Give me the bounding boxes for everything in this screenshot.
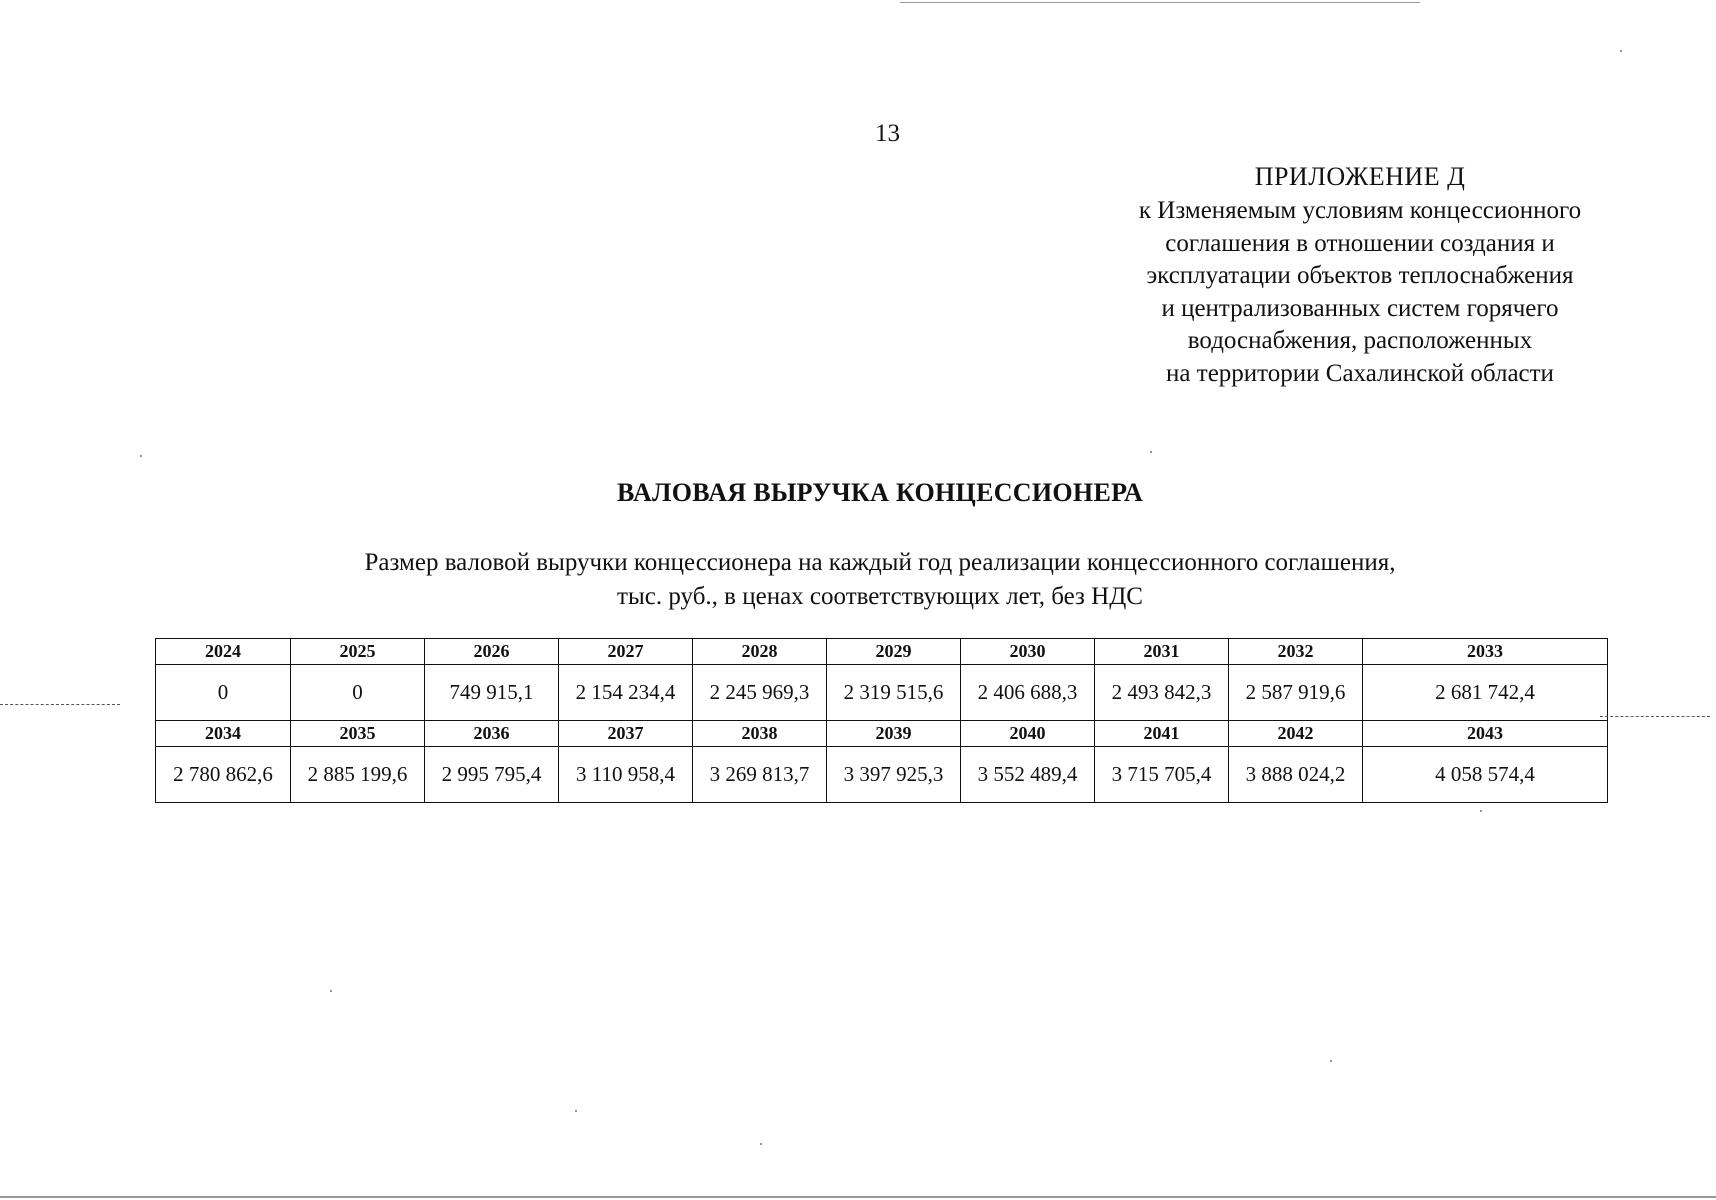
- scan-speck: [1620, 50, 1622, 52]
- year-cell: 2039: [827, 721, 961, 747]
- year-cell: 2040: [961, 721, 1095, 747]
- year-cell: 2025: [291, 639, 425, 665]
- year-cell: 2037: [559, 721, 693, 747]
- appendix-title: ПРИЛОЖЕНИЕ Д: [1254, 162, 1466, 191]
- year-cell: 2032: [1229, 639, 1363, 665]
- year-cell: 2027: [559, 639, 693, 665]
- scan-speck: [575, 1110, 577, 1112]
- scan-speck: [760, 1143, 762, 1145]
- year-cell: 2033: [1363, 639, 1608, 665]
- value-cell: 2 154 234,4: [559, 665, 693, 721]
- value-row: [156, 665, 1608, 721]
- year-cell: 2036: [425, 721, 559, 747]
- value-cell: 3 397 925,3: [827, 747, 961, 803]
- document-title: ВАЛОВАЯ ВЫРУЧКА КОНЦЕССИОНЕРА: [616, 478, 1144, 507]
- value-cell: 2 885 199,6: [291, 747, 425, 803]
- year-cell: 2030: [961, 639, 1095, 665]
- year-cell: 2041: [1095, 721, 1229, 747]
- year-header-row: [156, 721, 1608, 747]
- appendix-line: к Изменяемым условиям концессионного: [1138, 197, 1582, 224]
- value-row: [156, 747, 1608, 803]
- value-cell: 2 587 919,6: [1229, 665, 1363, 721]
- subtitle-line: Размер валовой выручки концессионера на каждый год реализации концессионного соглашения,: [364, 549, 1396, 576]
- year-cell: 2042: [1229, 721, 1363, 747]
- scan-speck: [1150, 451, 1152, 453]
- appendix-line: эксплуатации объектов теплоснабжения: [1146, 262, 1574, 289]
- value-cell: 749 915,1: [425, 665, 559, 721]
- year-header-row: [156, 639, 1608, 665]
- scan-speck: [1330, 1060, 1332, 1062]
- value-cell: 2 245 969,3: [693, 665, 827, 721]
- value-cell: 4 058 574,4: [1363, 747, 1608, 803]
- value-cell: 0: [156, 665, 291, 721]
- appendix-line: водоснабжения, расположенных: [1187, 327, 1533, 354]
- subtitle-line: тыс. руб., в ценах соответствующих лет, без НДС: [617, 583, 1143, 610]
- scan-artifact-line: [0, 1196, 1716, 1198]
- value-cell: 3 269 813,7: [693, 747, 827, 803]
- year-cell: 2038: [693, 721, 827, 747]
- value-cell: 2 681 742,4: [1363, 665, 1608, 721]
- value-cell: 2 780 862,6: [156, 747, 291, 803]
- value-cell: 3 888 024,2: [1229, 747, 1363, 803]
- year-cell: 2035: [291, 721, 425, 747]
- scan-artifact-line: [1600, 716, 1710, 717]
- scan-speck: [140, 455, 142, 457]
- page-number: 13: [875, 120, 900, 147]
- value-cell: 2 995 795,4: [425, 747, 559, 803]
- year-cell: 2024: [156, 639, 291, 665]
- appendix-line: на территории Сахалинской области: [1166, 359, 1554, 387]
- value-cell: 3 552 489,4: [961, 747, 1095, 803]
- revenue-table: [155, 638, 1608, 803]
- scan-speck: [1480, 810, 1482, 812]
- value-cell: 2 319 515,6: [827, 665, 961, 721]
- year-cell: 2031: [1095, 639, 1229, 665]
- scan-artifact-line: [0, 704, 120, 705]
- value-cell: 3 110 958,4: [559, 747, 693, 803]
- year-cell: 2028: [693, 639, 827, 665]
- year-cell: 2026: [425, 639, 559, 665]
- year-cell: 2043: [1363, 721, 1608, 747]
- year-cell: 2029: [827, 639, 961, 665]
- scan-artifact-line: [900, 2, 1420, 3]
- year-cell: 2034: [156, 721, 291, 747]
- appendix-line: соглашения в отношении создания и: [1165, 229, 1555, 257]
- scan-speck: [330, 990, 332, 992]
- appendix-line: и централизованных систем горячего: [1161, 294, 1559, 322]
- value-cell: 2 406 688,3: [961, 665, 1095, 721]
- value-cell: 2 493 842,3: [1095, 665, 1229, 721]
- document-subtitle: [0, 546, 1716, 614]
- value-cell: 3 715 705,4: [1095, 747, 1229, 803]
- value-cell: 0: [291, 665, 425, 721]
- appendix-header: [1060, 162, 1660, 390]
